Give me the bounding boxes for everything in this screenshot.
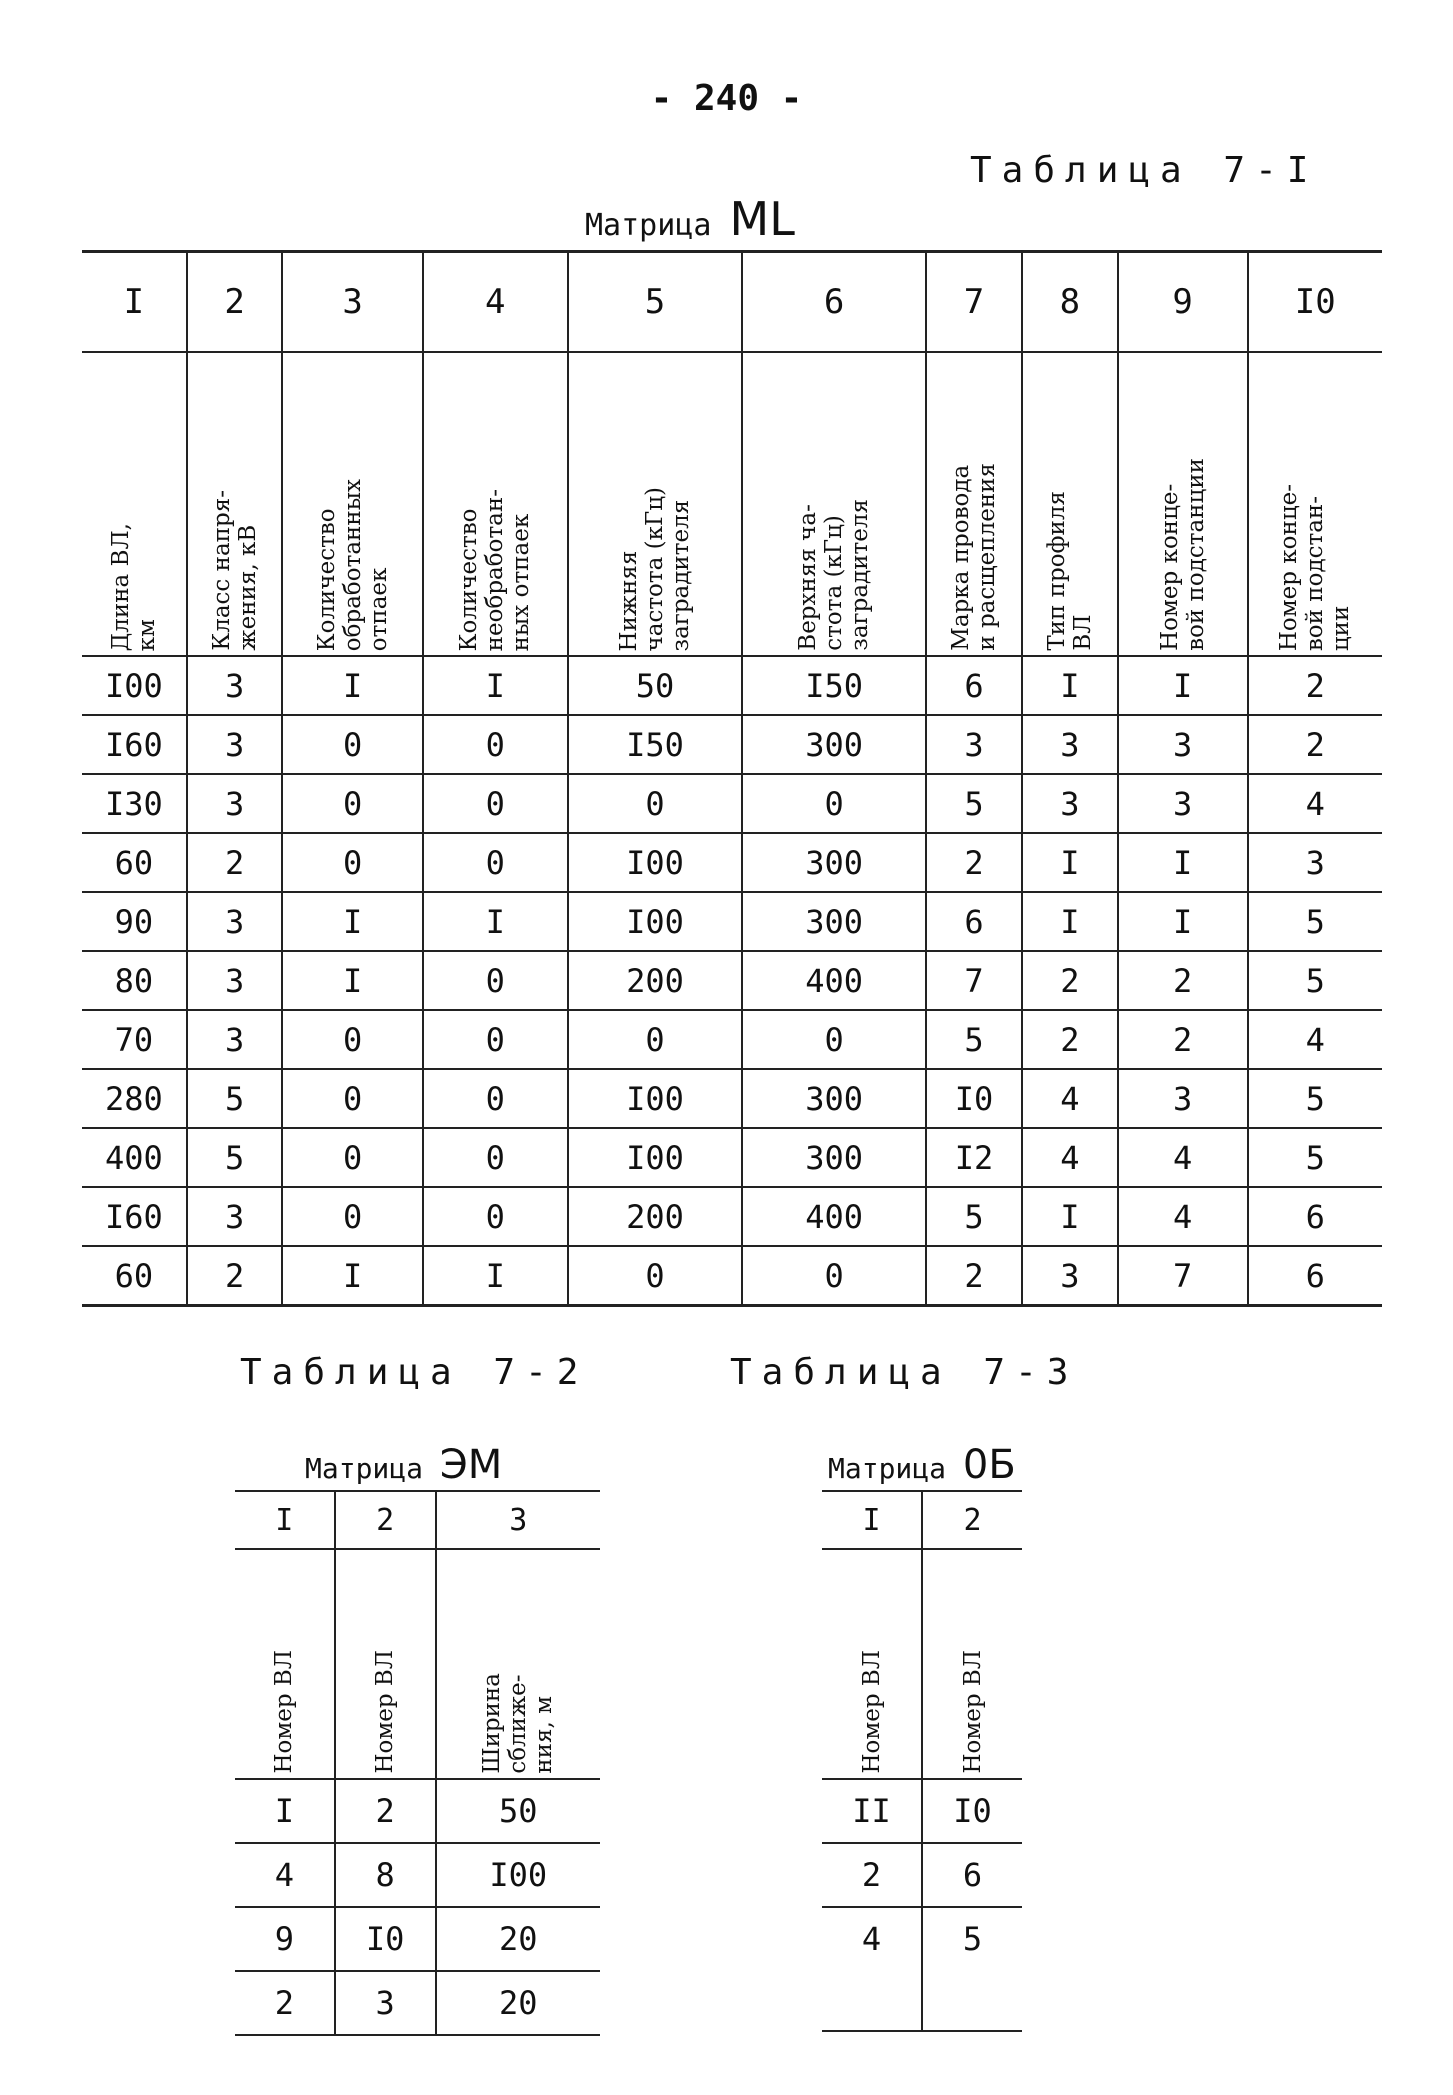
table-cell: 5 — [1248, 1128, 1382, 1187]
column-number: I0 — [1248, 252, 1382, 353]
table-cell: 280 — [82, 1069, 187, 1128]
table-cell: 5 — [926, 1010, 1022, 1069]
table-cell: 2 — [1118, 951, 1248, 1010]
table-row — [235, 1971, 600, 2035]
column-header — [335, 1549, 436, 1779]
table-row — [82, 951, 1382, 1010]
table-cell: I — [1118, 833, 1248, 892]
table-cell: 60 — [82, 1246, 187, 1306]
table-cell: I — [282, 656, 422, 715]
table-cell: 3 — [187, 774, 283, 833]
table-cell: I — [1118, 892, 1248, 951]
table1-matrix-name: ML — [729, 192, 795, 246]
column-header — [568, 352, 742, 656]
table-cell: 5 — [1248, 951, 1382, 1010]
table-cell: 2 — [335, 1779, 436, 1843]
column-header — [282, 352, 422, 656]
table-cell: 8 — [335, 1843, 436, 1907]
table-cell: 4 — [1118, 1187, 1248, 1246]
table-cell: 3 — [187, 715, 283, 774]
table-cell: 2 — [187, 833, 283, 892]
table-cell: 3 — [1118, 715, 1248, 774]
empty-cell — [822, 1970, 922, 2031]
table-cell: 300 — [742, 1128, 926, 1187]
table-cell: 20 — [436, 1907, 600, 1971]
table-cell: 4 — [1022, 1128, 1118, 1187]
column-header — [1022, 352, 1118, 656]
column-number: I — [822, 1491, 922, 1549]
table-cell: 7 — [926, 951, 1022, 1010]
table-cell: I00 — [568, 892, 742, 951]
table-cell: 400 — [742, 951, 926, 1010]
column-number: 6 — [742, 252, 926, 353]
table-cell: 2 — [235, 1971, 335, 2035]
table-row — [82, 892, 1382, 951]
table-cell: 5 — [187, 1128, 283, 1187]
column-header-label: Класс напря- жения, кВ — [208, 490, 261, 651]
column-header — [1118, 352, 1248, 656]
column-header — [187, 352, 283, 656]
table3-column-headers — [822, 1549, 1022, 1779]
column-header-label: Номер ВЛ — [858, 1650, 885, 1774]
table-cell: 3 — [335, 1971, 436, 2035]
table1-caption: Таблица 7-I — [970, 150, 1319, 191]
table-cell: 5 — [1248, 892, 1382, 951]
column-header — [235, 1549, 335, 1779]
column-number: 2 — [335, 1491, 436, 1549]
table-cell: 4 — [1248, 774, 1382, 833]
table-cell: 5 — [187, 1069, 283, 1128]
column-header — [436, 1549, 600, 1779]
table-cell: 0 — [282, 1010, 422, 1069]
table1-column-numbers — [82, 252, 1382, 353]
table-row — [822, 1843, 1022, 1907]
table-cell: 6 — [1248, 1187, 1382, 1246]
table-cell: 50 — [568, 656, 742, 715]
table-cell: I60 — [82, 715, 187, 774]
column-header — [82, 352, 187, 656]
table-cell: 3 — [187, 1010, 283, 1069]
column-header-label: Номер ВЛ — [271, 1650, 298, 1774]
table2-matrix-name: ЭМ — [439, 1442, 503, 1488]
table-row — [82, 1069, 1382, 1128]
table-cell: 0 — [742, 774, 926, 833]
table-cell: I0 — [335, 1907, 436, 1971]
table-cell: I — [423, 656, 568, 715]
table-cell: 2 — [187, 1246, 283, 1306]
column-number: 2 — [922, 1491, 1022, 1549]
table-row — [822, 1907, 1022, 1970]
table-cell: 0 — [282, 1069, 422, 1128]
column-header-label: Тип профиля ВЛ — [1043, 491, 1096, 651]
table3 — [822, 1490, 1022, 2032]
table-cell: 300 — [742, 892, 926, 951]
table-cell: 3 — [187, 1187, 283, 1246]
column-number: 5 — [568, 252, 742, 353]
table-cell: 300 — [742, 1069, 926, 1128]
table-cell: 80 — [82, 951, 187, 1010]
column-number: I — [235, 1491, 335, 1549]
table-cell: 2 — [1118, 1010, 1248, 1069]
table-cell: 0 — [423, 1128, 568, 1187]
table-row — [82, 656, 1382, 715]
table-cell: 3 — [1118, 774, 1248, 833]
table1 — [82, 250, 1382, 1307]
table3-matrix-label: Матрица — [828, 1452, 947, 1485]
table-cell: 0 — [742, 1246, 926, 1306]
table-cell: 4 — [1022, 1069, 1118, 1128]
table-cell: 60 — [82, 833, 187, 892]
column-header-label: Длина ВЛ, км — [107, 522, 160, 651]
table3-body — [822, 1779, 1022, 2031]
table-cell: I — [1022, 1187, 1118, 1246]
table-cell: I — [423, 892, 568, 951]
table-cell: 6 — [926, 656, 1022, 715]
table1-matrix-title — [585, 192, 795, 246]
table-cell: 4 — [1118, 1128, 1248, 1187]
table-cell: 2 — [1248, 715, 1382, 774]
table-cell: I2 — [926, 1128, 1022, 1187]
table-cell: I0 — [926, 1069, 1022, 1128]
table-cell: 3 — [926, 715, 1022, 774]
column-header-label: Номер ВЛ — [959, 1650, 986, 1774]
table-row — [822, 1779, 1022, 1843]
table-cell: I50 — [568, 715, 742, 774]
table-row — [82, 1010, 1382, 1069]
table-cell: 2 — [926, 833, 1022, 892]
table-cell: 4 — [861, 1920, 882, 1958]
table-row — [82, 1187, 1382, 1246]
table-cell: 3 — [1022, 715, 1118, 774]
table-cell: I — [423, 1246, 568, 1306]
table-row — [235, 1843, 600, 1907]
table-cell: 200 — [568, 1187, 742, 1246]
column-header-label: Нижняя частота (кГц) заградителя — [616, 486, 694, 651]
column-header-label: Количество обработанных отпаек — [313, 478, 392, 651]
table-cell: 300 — [742, 833, 926, 892]
table-cell: 3 — [1022, 1246, 1118, 1306]
table-cell: I00 — [436, 1843, 600, 1907]
table-cell: 5 — [1248, 1069, 1382, 1128]
table-cell: 0 — [742, 1010, 926, 1069]
table-cell: 5 — [926, 1187, 1022, 1246]
column-header-label: Номер ВЛ — [372, 1650, 399, 1774]
table-cell: 70 — [82, 1010, 187, 1069]
table-cell: 0 — [282, 774, 422, 833]
table-cell: I — [282, 1246, 422, 1306]
table-cell: 6 — [922, 1843, 1022, 1907]
table-cell: 300 — [742, 715, 926, 774]
table-cell: 0 — [282, 833, 422, 892]
table-row — [235, 1907, 600, 1971]
column-header — [742, 352, 926, 656]
table-cell: 3 — [187, 892, 283, 951]
table-cell: 3 — [187, 656, 283, 715]
table-row — [82, 1128, 1382, 1187]
table-cell: 6 — [1248, 1246, 1382, 1306]
table-cell: 0 — [423, 774, 568, 833]
table-cell: I — [282, 892, 422, 951]
table3-matrix-name: 0Б — [962, 1442, 1016, 1488]
table-cell: I — [1022, 656, 1118, 715]
table3-caption: Таблица 7-3 — [730, 1352, 1079, 1393]
table-cell: I30 — [82, 774, 187, 833]
column-header — [822, 1549, 922, 1779]
table-cell: 0 — [282, 1187, 422, 1246]
table-cell: 20 — [436, 1971, 600, 2035]
table-cell: 6 — [926, 892, 1022, 951]
column-header-label: Верхняя ча- стота (кГц) заградителя — [795, 499, 874, 651]
table-cell: I00 — [568, 1069, 742, 1128]
table-cell: 2 — [1022, 951, 1118, 1010]
table-cell: I — [1022, 833, 1118, 892]
table-cell: 0 — [423, 1187, 568, 1246]
table-cell: I — [282, 951, 422, 1010]
column-header-label: Марка провода и расщепления — [948, 463, 1001, 651]
column-number: 4 — [423, 252, 568, 353]
table-cell: 3 — [1022, 774, 1118, 833]
table-cell: 0 — [568, 774, 742, 833]
table-cell: 0 — [282, 1128, 422, 1187]
empty-row — [822, 1970, 1022, 2031]
table-cell: I — [235, 1779, 335, 1843]
page-number: - 240 - — [650, 78, 803, 119]
table-cell: 3 — [187, 951, 283, 1010]
table2-column-headers — [235, 1549, 600, 1779]
table-cell: I — [1118, 656, 1248, 715]
table-cell: 2 — [926, 1246, 1022, 1306]
column-header-label: Количество необработан- ных отпаек — [456, 488, 535, 651]
column-number: I — [82, 252, 187, 353]
column-header — [423, 352, 568, 656]
table-cell: 0 — [282, 715, 422, 774]
table-row — [82, 1246, 1382, 1306]
table2-matrix-label: Матрица — [305, 1452, 424, 1485]
table-cell: 400 — [742, 1187, 926, 1246]
column-header — [922, 1549, 1022, 1779]
table-cell: 4 — [1248, 1010, 1382, 1069]
table-cell: 9 — [235, 1907, 335, 1971]
table2-column-numbers — [235, 1491, 600, 1549]
column-number: 8 — [1022, 252, 1118, 353]
table2-matrix-title — [305, 1442, 502, 1488]
table-cell: I0 — [922, 1779, 1022, 1843]
empty-cell — [922, 1970, 1022, 2031]
column-number: 3 — [282, 252, 422, 353]
table2-body — [235, 1779, 600, 2035]
table-row — [82, 833, 1382, 892]
table1-matrix-label: Матрица — [585, 208, 712, 243]
table-cell: 0 — [423, 1010, 568, 1069]
table-cell: 0 — [423, 833, 568, 892]
table2 — [235, 1490, 600, 2036]
table-cell: 90 — [82, 892, 187, 951]
table-cell: I00 — [82, 656, 187, 715]
column-header-label: Номер конце- вой подстан- ции — [1276, 483, 1355, 651]
table-cell: I00 — [568, 833, 742, 892]
column-number: 9 — [1118, 252, 1248, 353]
column-header — [1248, 352, 1382, 656]
table1-column-headers — [82, 352, 1382, 656]
table2-caption: Таблица 7-2 — [240, 1352, 589, 1393]
table-cell: 5 — [926, 774, 1022, 833]
table-cell: 3 — [1248, 833, 1382, 892]
table-cell: 3 — [1118, 1069, 1248, 1128]
table-cell: 200 — [568, 951, 742, 1010]
column-header-label: Номер конце- вой подстанции — [1156, 458, 1209, 651]
table-cell: 5 — [922, 1907, 1022, 1970]
table3-matrix-title — [828, 1442, 1016, 1488]
table-cell: I60 — [82, 1187, 187, 1246]
table-row — [82, 774, 1382, 833]
table-cell: I00 — [568, 1128, 742, 1187]
table-cell: 0 — [568, 1246, 742, 1306]
table-cell: 4 — [235, 1843, 335, 1907]
table-cell: I50 — [742, 656, 926, 715]
column-header-label: Ширина сближе- ния, м — [479, 1673, 558, 1774]
table-row — [235, 1779, 600, 1843]
table-row — [82, 715, 1382, 774]
table-cell: 7 — [1118, 1246, 1248, 1306]
table-cell: I — [1022, 892, 1118, 951]
column-number: 3 — [436, 1491, 600, 1549]
table-cell: 400 — [82, 1128, 187, 1187]
table-cell: II — [822, 1779, 922, 1843]
table-cell: 2 — [1248, 656, 1382, 715]
table1-body — [82, 656, 1382, 1306]
table-cell: 0 — [423, 951, 568, 1010]
table-cell: 50 — [436, 1779, 600, 1843]
table-cell: 0 — [423, 715, 568, 774]
column-number: 7 — [926, 252, 1022, 353]
table-cell: 0 — [568, 1010, 742, 1069]
table3-column-numbers — [822, 1491, 1022, 1549]
table-cell: 0 — [423, 1069, 568, 1128]
table-cell: 2 — [822, 1843, 922, 1907]
column-header — [926, 352, 1022, 656]
table-cell: 2 — [1022, 1010, 1118, 1069]
column-number: 2 — [187, 252, 283, 353]
